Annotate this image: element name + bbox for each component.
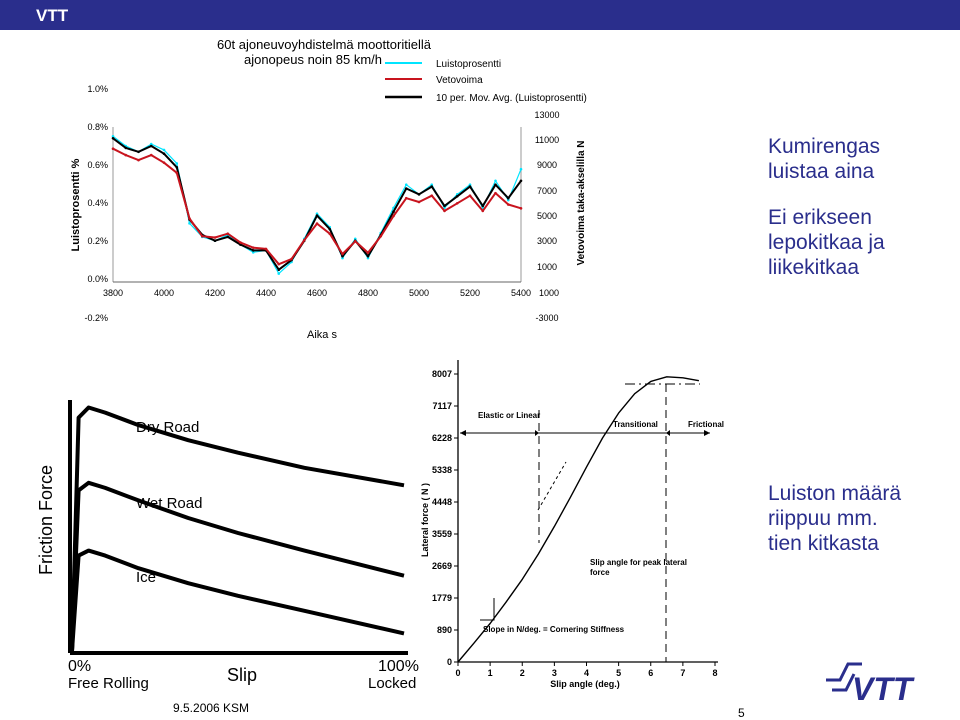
chart1-data-point: [341, 253, 344, 256]
chart1-legend: [385, 59, 587, 104]
chart3-xtick-label: 6: [648, 668, 654, 678]
chart1-data-point: [277, 263, 280, 266]
chart3-ytick-label: 5338: [431, 465, 452, 475]
chart1-xtick: 4200: [204, 288, 226, 298]
chart3-annotation-slope: Slope in N/deg. = Cornering Stiffness: [483, 625, 625, 634]
chart3-annotation-peak: Slip angle for peak lateral force: [590, 558, 687, 577]
legend-label-vetovoima: Vetovoima: [436, 75, 483, 86]
chart2-xtick-end-sub: Locked: [368, 675, 417, 692]
chart1-ytick: 1.0%: [87, 84, 108, 94]
chart1-xtick: 3800: [102, 288, 124, 298]
chart1-data-point: [163, 161, 166, 164]
chart1-y2tick: 11000: [534, 135, 560, 145]
chart1-data-point: [137, 151, 140, 154]
chart3-ytick-label: 3559: [431, 528, 452, 539]
chart2-xtick-start-sub: Free Rolling: [68, 675, 149, 692]
chart1-data-point: [418, 193, 421, 196]
chart2-xtick-start: 0%: [68, 658, 92, 675]
chart1-data-point: [137, 159, 140, 162]
chart1-y2label: Vetovoima taka-akselilla N: [576, 140, 587, 266]
chart3-arrowhead: [535, 430, 539, 436]
chart1-y2tick: 7000: [536, 186, 558, 196]
note-line: liikekitkaa: [768, 256, 860, 279]
chart1-series-luistoprosentti: [113, 136, 521, 273]
chart1-data-point: [316, 222, 319, 225]
logo-text: VTT: [852, 671, 913, 707]
note-line: tien kitkasta: [768, 532, 879, 555]
chart2-series-label-dry: Dry Road: [136, 419, 200, 436]
chart1-data-point: [456, 195, 459, 198]
chart1-data-point: [303, 239, 306, 242]
chart1-data-point: [405, 183, 408, 186]
chart1-y2tick: 13000: [534, 110, 560, 120]
chart1-data-point: [188, 222, 191, 225]
chart3-ytick-label: 7117: [432, 401, 452, 412]
chart1-data-point: [494, 180, 497, 183]
chart1-data-point: [265, 248, 268, 251]
chart3-xtick-label: 4: [583, 668, 590, 678]
chart1-xtick: 4600: [306, 288, 328, 298]
chart1-subtitle: ajonopeus noin 85 km/h: [243, 52, 383, 67]
chart2-ylabel: Friction Force: [36, 464, 56, 576]
chart1-data-point: [163, 152, 166, 155]
chart1-xtick: 4000: [153, 288, 175, 298]
note-tire-slip: [768, 134, 880, 184]
chart1-data-point: [494, 192, 497, 195]
chart3-ytick-label: 890: [436, 624, 452, 635]
chart1-data-point: [201, 235, 204, 238]
chart1-data-point: [150, 154, 153, 157]
chart1-data-point: [469, 194, 472, 197]
chart3-ytick-label: 0: [446, 657, 452, 667]
chart1-ylabel: Luistoprosentti %: [70, 158, 82, 252]
chart1-xlabel: Aika s: [307, 329, 337, 341]
chart3-arrowhead: [704, 430, 710, 436]
note-line: lepokitkaa ja: [768, 231, 885, 254]
chart2-xtick-end: 100%: [378, 658, 419, 675]
chart1-data-point: [520, 207, 523, 210]
chart1-data-point: [277, 272, 280, 275]
chart1-data-point: [367, 251, 370, 254]
chart1-data-point: [226, 232, 229, 235]
chart3-xtick-label: 0: [455, 668, 461, 678]
chart2-xlabel: Slip: [226, 665, 258, 685]
chart1-data-point: [405, 197, 408, 200]
chart1-xtick: 4800: [357, 288, 379, 298]
chart1-xtick: 5400: [510, 288, 532, 298]
chart1-data-point: [494, 183, 497, 186]
chart1-data-point: [507, 197, 510, 200]
vtt-logo: [826, 664, 915, 707]
chart3-ytick-label: 1779: [431, 593, 452, 604]
chart1-ytick: -0.2%: [84, 313, 108, 323]
chart1-data-point: [418, 201, 421, 204]
chart1-data-point: [112, 147, 115, 150]
note-line: luistaa aina: [768, 160, 875, 183]
chart1-data-point: [290, 258, 293, 261]
chart1-data-point: [507, 203, 510, 206]
brand-label: VTT: [36, 6, 69, 25]
chart1-ytick: 0.6%: [87, 160, 108, 170]
chart1-ytick: 0.8%: [87, 122, 108, 132]
chart1-data-point: [405, 187, 408, 190]
chart1-data-point: [214, 239, 217, 242]
chart3-xtick-label: 7: [680, 668, 686, 678]
chart1-data-point: [239, 241, 242, 244]
chart1-data-point: [328, 232, 331, 235]
chart1-data-point: [252, 246, 255, 249]
chart1-data-point: [520, 168, 523, 171]
chart1-data-point: [316, 214, 319, 217]
chart3-annotation-elastic-text: Elastic or Linear: [478, 411, 541, 420]
chart1-data-point: [112, 137, 115, 140]
chart1-data-point: [481, 210, 484, 213]
chart1-data-point: [392, 215, 395, 218]
legend-label-moving-average: 10 per. Mov. Avg. (Luistoprosentti): [436, 93, 587, 104]
chart3-ytick-label: 6228: [431, 432, 452, 443]
chart1-series-moving-average: [113, 138, 521, 269]
friction-slip-chart: [29, 397, 419, 692]
chart1-title: 60t ajoneuvoyhdistelmä moottoritiellä: [217, 37, 431, 52]
chart1-ytick: 0.4%: [87, 198, 108, 208]
chart1-ytick: 0.2%: [87, 236, 108, 246]
lateral-force-chart: [420, 360, 724, 689]
chart1-data-point: [430, 185, 433, 188]
slip-traction-chart: [70, 37, 587, 341]
chart3-xlabel: Slip angle (deg.): [550, 679, 620, 689]
note-line: Ei erikseen: [768, 206, 872, 229]
chart1-data-point: [214, 236, 217, 239]
chart1-data-point: [481, 205, 484, 208]
chart3-xtick-label: 8: [712, 668, 718, 678]
chart3-ytick-label: 4448: [431, 497, 452, 508]
chart1-y2tick: 1000: [538, 288, 560, 298]
chart3-ytick-label: 2669: [431, 561, 452, 571]
chart1-xtick: 4400: [255, 288, 277, 298]
chart3-ytick-label: 8007: [431, 369, 452, 379]
chart1-data-point: [163, 149, 166, 152]
note-line: Kumirengas: [768, 135, 881, 158]
chart1-y2tick: -3000: [535, 313, 559, 323]
chart1-data-point: [226, 236, 229, 239]
chart1-xtick: 5000: [408, 288, 430, 298]
footer-date-author: 9.5.2006 KSM: [173, 701, 250, 715]
chart1-data-point: [175, 166, 178, 169]
chart3-ylabel: Lateral force ( N ): [420, 482, 430, 558]
chart1-data-point: [456, 202, 459, 205]
note-slip-amount: [768, 481, 901, 556]
chart3-xtick-label: 1: [487, 668, 493, 678]
chart1-y2tick: 9000: [536, 160, 558, 170]
chart1-y2tick: 5000: [536, 211, 558, 221]
chart1-data-point: [188, 217, 191, 220]
chart1-data-point: [124, 154, 127, 157]
chart1-data-point: [469, 185, 472, 188]
chart3-arrowhead: [460, 430, 466, 436]
chart1-data-point: [175, 172, 178, 175]
chart1-data-point: [252, 249, 255, 252]
chart3-annotation-peak-wrap: [590, 558, 700, 590]
legend-label-luistoprosentti: Luistoprosentti: [436, 59, 502, 70]
chart1-y2tick: 3000: [536, 236, 558, 246]
chart1-series-vetovoima: [113, 149, 521, 265]
chart1-data-point: [379, 235, 382, 238]
chart3-slope-triangle: [480, 598, 494, 620]
chart1-data-point: [392, 210, 395, 213]
chart1-data-point: [443, 210, 446, 213]
chart2-series-label-ice: Ice: [136, 569, 157, 586]
chart2-series-label-wet: Wet Road: [136, 495, 203, 512]
note-line: Luiston määrä: [768, 482, 902, 505]
note-friction: [768, 205, 885, 280]
chart3-xtick-label: 3: [551, 668, 557, 678]
chart1-data-point: [150, 145, 153, 148]
chart1-data-point: [277, 268, 280, 271]
footer-page-number: 5: [738, 706, 745, 720]
chart3-xtick-label: 2: [519, 668, 525, 678]
chart3-annotation-frictional: Frictional: [688, 420, 725, 429]
chart3-xtick-label: 5: [616, 668, 622, 678]
chart1-series-group: [112, 135, 523, 275]
chart1-y2tick: 1000: [536, 262, 558, 272]
chart1-data-point: [124, 147, 127, 150]
chart3-tangent-line: [538, 462, 566, 510]
chart3-arrowhead: [666, 430, 670, 436]
chart1-data-point: [354, 240, 357, 243]
chart1-data-point: [430, 194, 433, 197]
chart1-xtick: 5200: [459, 288, 481, 298]
chart1-data-point: [175, 162, 178, 165]
note-line: riippuu mm.: [768, 507, 878, 530]
chart1-ytick: 0.0%: [87, 274, 108, 284]
chart3-annotation-transitional: Transitional: [613, 420, 658, 429]
chart1-data-point: [328, 228, 331, 231]
chart1-data-point: [367, 255, 370, 258]
chart2-background: [29, 397, 411, 690]
chart3-annotation-elastic: [478, 411, 540, 420]
chart1-data-point: [520, 180, 523, 183]
chart1-data-point: [443, 205, 446, 208]
